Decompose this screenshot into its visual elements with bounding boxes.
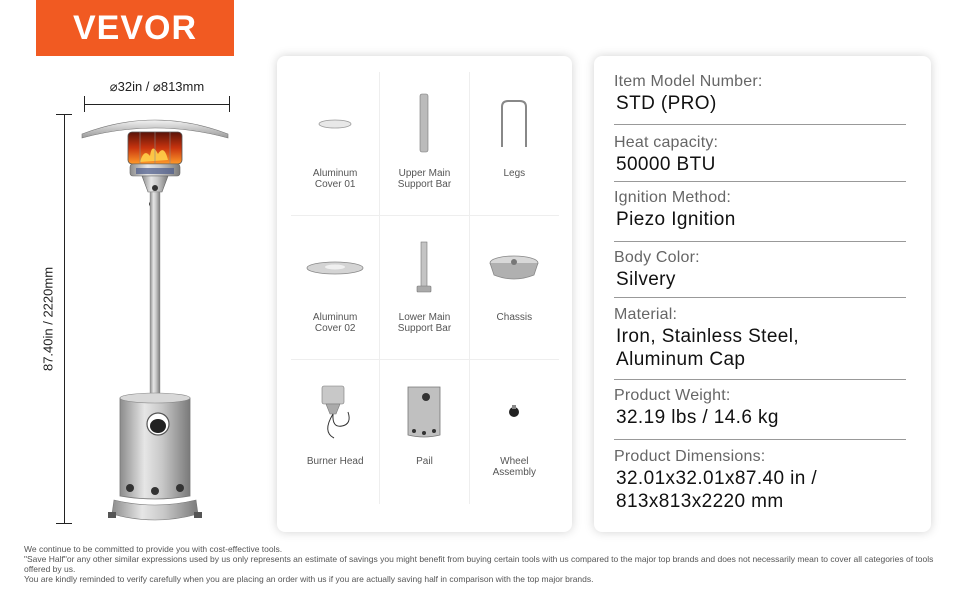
part-label: Pail	[416, 456, 433, 467]
spec-key: Material:	[614, 306, 678, 323]
spec-material	[614, 305, 906, 380]
part-label: Upper Main Support Bar	[397, 168, 452, 190]
part-chassis	[470, 216, 559, 360]
spec-value: 50000 BTU	[616, 154, 716, 175]
part-label: Lower Main Support Bar	[397, 312, 452, 334]
disclaimer-footer	[24, 544, 960, 584]
part-label: Wheel Assembly	[492, 456, 536, 478]
pail-icon	[404, 383, 444, 441]
disclaimer-line: You are kindly reminded to verify carefully when you are placing an order with us if you are actually saving half in comparison with the top major brands.	[24, 574, 594, 584]
spec-value: 32.01x32.01x87.40 in / 813x813x2220 mm	[616, 468, 818, 512]
burner-head-icon	[312, 382, 358, 442]
spec-value: Iron, Stainless Steel, Aluminum Cap	[616, 326, 800, 370]
spec-key: Body Color:	[614, 249, 700, 266]
part-label: Chassis	[496, 312, 533, 323]
width-dimension-label: ⌀32in / ⌀813mm	[109, 79, 205, 94]
disclaimer-line: "Save Half"or any other similar expressions used by us only represents an estimate of savings you might benefit from buying certain tools with us compared to the major top brands and does not necessarily mean to cover all categories of tools offered by us.	[24, 554, 934, 574]
chassis-icon	[486, 251, 542, 285]
parts-grid	[291, 72, 559, 504]
spec-ignition-method	[614, 188, 906, 242]
wheel-assembly-icon	[504, 402, 524, 422]
part-legs	[470, 72, 559, 216]
spec-key: Heat capacity:	[614, 134, 719, 151]
spec-product-dimensions	[614, 447, 906, 517]
part-label: Burner Head	[306, 456, 364, 467]
spec-heat-capacity	[614, 133, 906, 182]
upper-support-bar-icon	[414, 92, 434, 156]
logo-text: VEVOR	[72, 9, 198, 47]
part-pail	[380, 360, 469, 504]
part-aluminum-cover-02	[291, 216, 380, 360]
lower-support-bar-icon	[412, 240, 436, 296]
spec-key: Product Dimensions:	[614, 448, 766, 465]
spec-value: Silvery	[616, 269, 676, 290]
height-dimension-line	[56, 114, 72, 524]
vevor-logo-mark	[50, 8, 220, 48]
part-wheel-assembly	[470, 360, 559, 504]
patio-heater-image	[80, 108, 230, 528]
specifications-card	[594, 56, 931, 532]
part-label: Aluminum Cover 02	[312, 312, 358, 334]
legs-icon	[494, 97, 534, 151]
spec-value: Piezo Ignition	[616, 209, 736, 230]
spec-item-model-number	[614, 72, 906, 125]
spec-product-weight	[614, 386, 906, 440]
spec-key: Item Model Number:	[614, 73, 763, 90]
spec-key: Ignition Method:	[614, 189, 732, 206]
spec-value: 32.19 lbs / 14.6 kg	[616, 407, 779, 428]
part-burner-head	[291, 360, 380, 504]
aluminum-cover-01-icon	[310, 117, 360, 131]
disclaimer-line: We continue to be committed to provide you with cost-effective tools.	[24, 544, 283, 554]
spec-key: Product Weight:	[614, 387, 731, 404]
part-lower-main-support-bar	[380, 216, 469, 360]
spec-value: STD (PRO)	[616, 93, 717, 114]
spec-body-color	[614, 248, 906, 298]
aluminum-cover-02-icon	[303, 258, 367, 278]
part-aluminum-cover-01	[291, 72, 380, 216]
parts-list-card	[277, 56, 572, 532]
part-label: Aluminum Cover 01	[312, 168, 358, 190]
height-dimension-text: 87.40in / 2220mm	[40, 266, 56, 372]
part-upper-main-support-bar	[380, 72, 469, 216]
part-label: Legs	[503, 168, 526, 179]
vevor-logo	[36, 0, 234, 56]
